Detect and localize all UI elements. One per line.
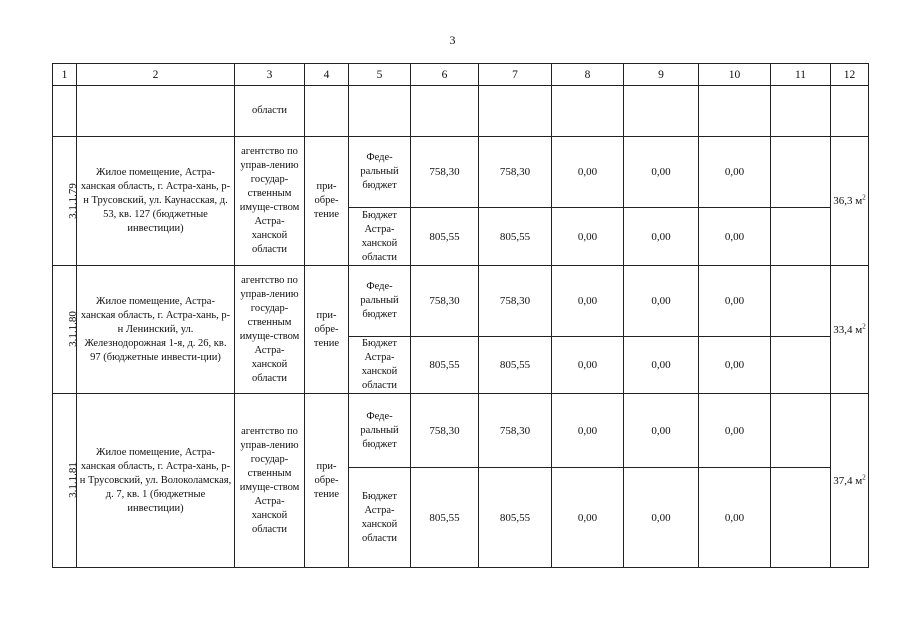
item-area	[831, 137, 869, 266]
budget-table	[52, 63, 869, 568]
value-col9: 0,00	[624, 394, 699, 468]
item-description: Жилое помещение, Астра-ханская область, г. Астра-хань, р-н Трусовский, ул. Волоколамская, д. 7, кв. 1 (бюджетные инвестиции)	[77, 394, 235, 568]
funding-source: Феде-ральный бюджет	[349, 266, 411, 337]
item-agency: агентство по управ-лению государ-ственным имуще-ством Астра-ханской области	[235, 394, 305, 568]
header-cell: 11	[771, 64, 831, 86]
value-col7: 805,55	[479, 468, 552, 568]
funding-source: Бюджет Астра-ханской области	[349, 337, 411, 394]
value-col6: 758,30	[411, 266, 479, 337]
funding-source: Бюджет Астра-ханской области	[349, 208, 411, 266]
item-description: Жилое помещение, Астра-ханская область, г. Астра-хань, р-н Ленинский, ул. Железнодорожная 1-я, д. 26, кв. 97 (бюджетные инвести-ции)	[77, 266, 235, 394]
value-col9: 0,00	[624, 337, 699, 394]
value-col6: 805,55	[411, 208, 479, 266]
value-col7: 758,30	[479, 137, 552, 208]
funding-source: Феде-ральный бюджет	[349, 137, 411, 208]
table-row	[53, 266, 869, 337]
value-col10: 0,00	[699, 337, 771, 394]
header-cell: 8	[552, 64, 624, 86]
area-unit-sup: 2	[862, 321, 866, 330]
funding-source: Бюджет Астра-ханской области	[349, 468, 411, 568]
header-cell: 6	[411, 64, 479, 86]
value-col7: 758,30	[479, 394, 552, 468]
area-value: 36,3 м	[833, 195, 863, 207]
value-col8: 0,00	[552, 208, 624, 266]
value-col8: 0,00	[552, 337, 624, 394]
item-area	[831, 394, 869, 568]
continuation-agency: области	[235, 86, 305, 137]
header-row	[53, 64, 869, 86]
header-cell: 4	[305, 64, 349, 86]
value-col6: 758,30	[411, 137, 479, 208]
area-value: 37,4 м	[833, 474, 863, 487]
item-code: 3.1.1.79	[66, 182, 79, 219]
item-code: 3.1.1.81	[66, 462, 79, 498]
value-col9: 0,00	[624, 137, 699, 208]
item-code-cell	[53, 394, 77, 568]
value-col7: 805,55	[479, 337, 552, 394]
value-col7: 805,55	[479, 208, 552, 266]
value-col10: 0,00	[699, 137, 771, 208]
header-cell: 1	[53, 64, 77, 86]
item-agency: агентство по управ-лению государ-ственным имуще-ством Астра-ханской области	[235, 137, 305, 266]
item-description: Жилое помещение, Астра-ханская область, г. Астра-хань, р-н Трусовский, ул. Каунасская, д. 53, кв. 127 (бюджетные инвестиции)	[77, 137, 235, 266]
header-cell: 5	[349, 64, 411, 86]
value-col6: 805,55	[411, 337, 479, 394]
value-col7: 758,30	[479, 266, 552, 337]
area-unit-sup: 2	[862, 193, 866, 202]
value-col9: 0,00	[624, 468, 699, 568]
value-col10: 0,00	[699, 208, 771, 266]
value-col8: 0,00	[552, 468, 624, 568]
item-code-cell	[53, 137, 77, 266]
item-code: 3.1.1.80	[66, 311, 79, 347]
value-col10: 0,00	[699, 468, 771, 568]
value-col6: 805,55	[411, 468, 479, 568]
header-cell: 9	[624, 64, 699, 86]
value-col6: 758,30	[411, 394, 479, 468]
value-col10: 0,00	[699, 394, 771, 468]
value-col9: 0,00	[624, 266, 699, 337]
table-row	[53, 137, 869, 208]
page-number: 3	[449, 33, 456, 47]
area-unit-sup: 2	[862, 472, 866, 481]
item-area	[831, 266, 869, 394]
header-cell: 10	[699, 64, 771, 86]
item-agency: агентство по управ-лению государ-ственным имуще-ством Астра-ханской области	[235, 266, 305, 394]
value-col10: 0,00	[699, 266, 771, 337]
area-value: 33,4 м	[833, 323, 863, 336]
value-col9: 0,00	[624, 208, 699, 266]
header-cell: 2	[77, 64, 235, 86]
funding-source: Феде-ральный бюджет	[349, 394, 411, 468]
value-col8: 0,00	[552, 137, 624, 208]
item-action: при-обре-тение	[305, 394, 349, 568]
item-action: при-обре-тение	[305, 266, 349, 394]
header-cell: 7	[479, 64, 552, 86]
header-cell: 3	[235, 64, 305, 86]
item-action: при-обре-тение	[305, 137, 349, 266]
item-code-cell	[53, 266, 77, 394]
table-row	[53, 394, 869, 468]
header-cell: 12	[831, 64, 869, 86]
value-col8: 0,00	[552, 394, 624, 468]
continuation-row	[53, 86, 869, 137]
value-col8: 0,00	[552, 266, 624, 337]
